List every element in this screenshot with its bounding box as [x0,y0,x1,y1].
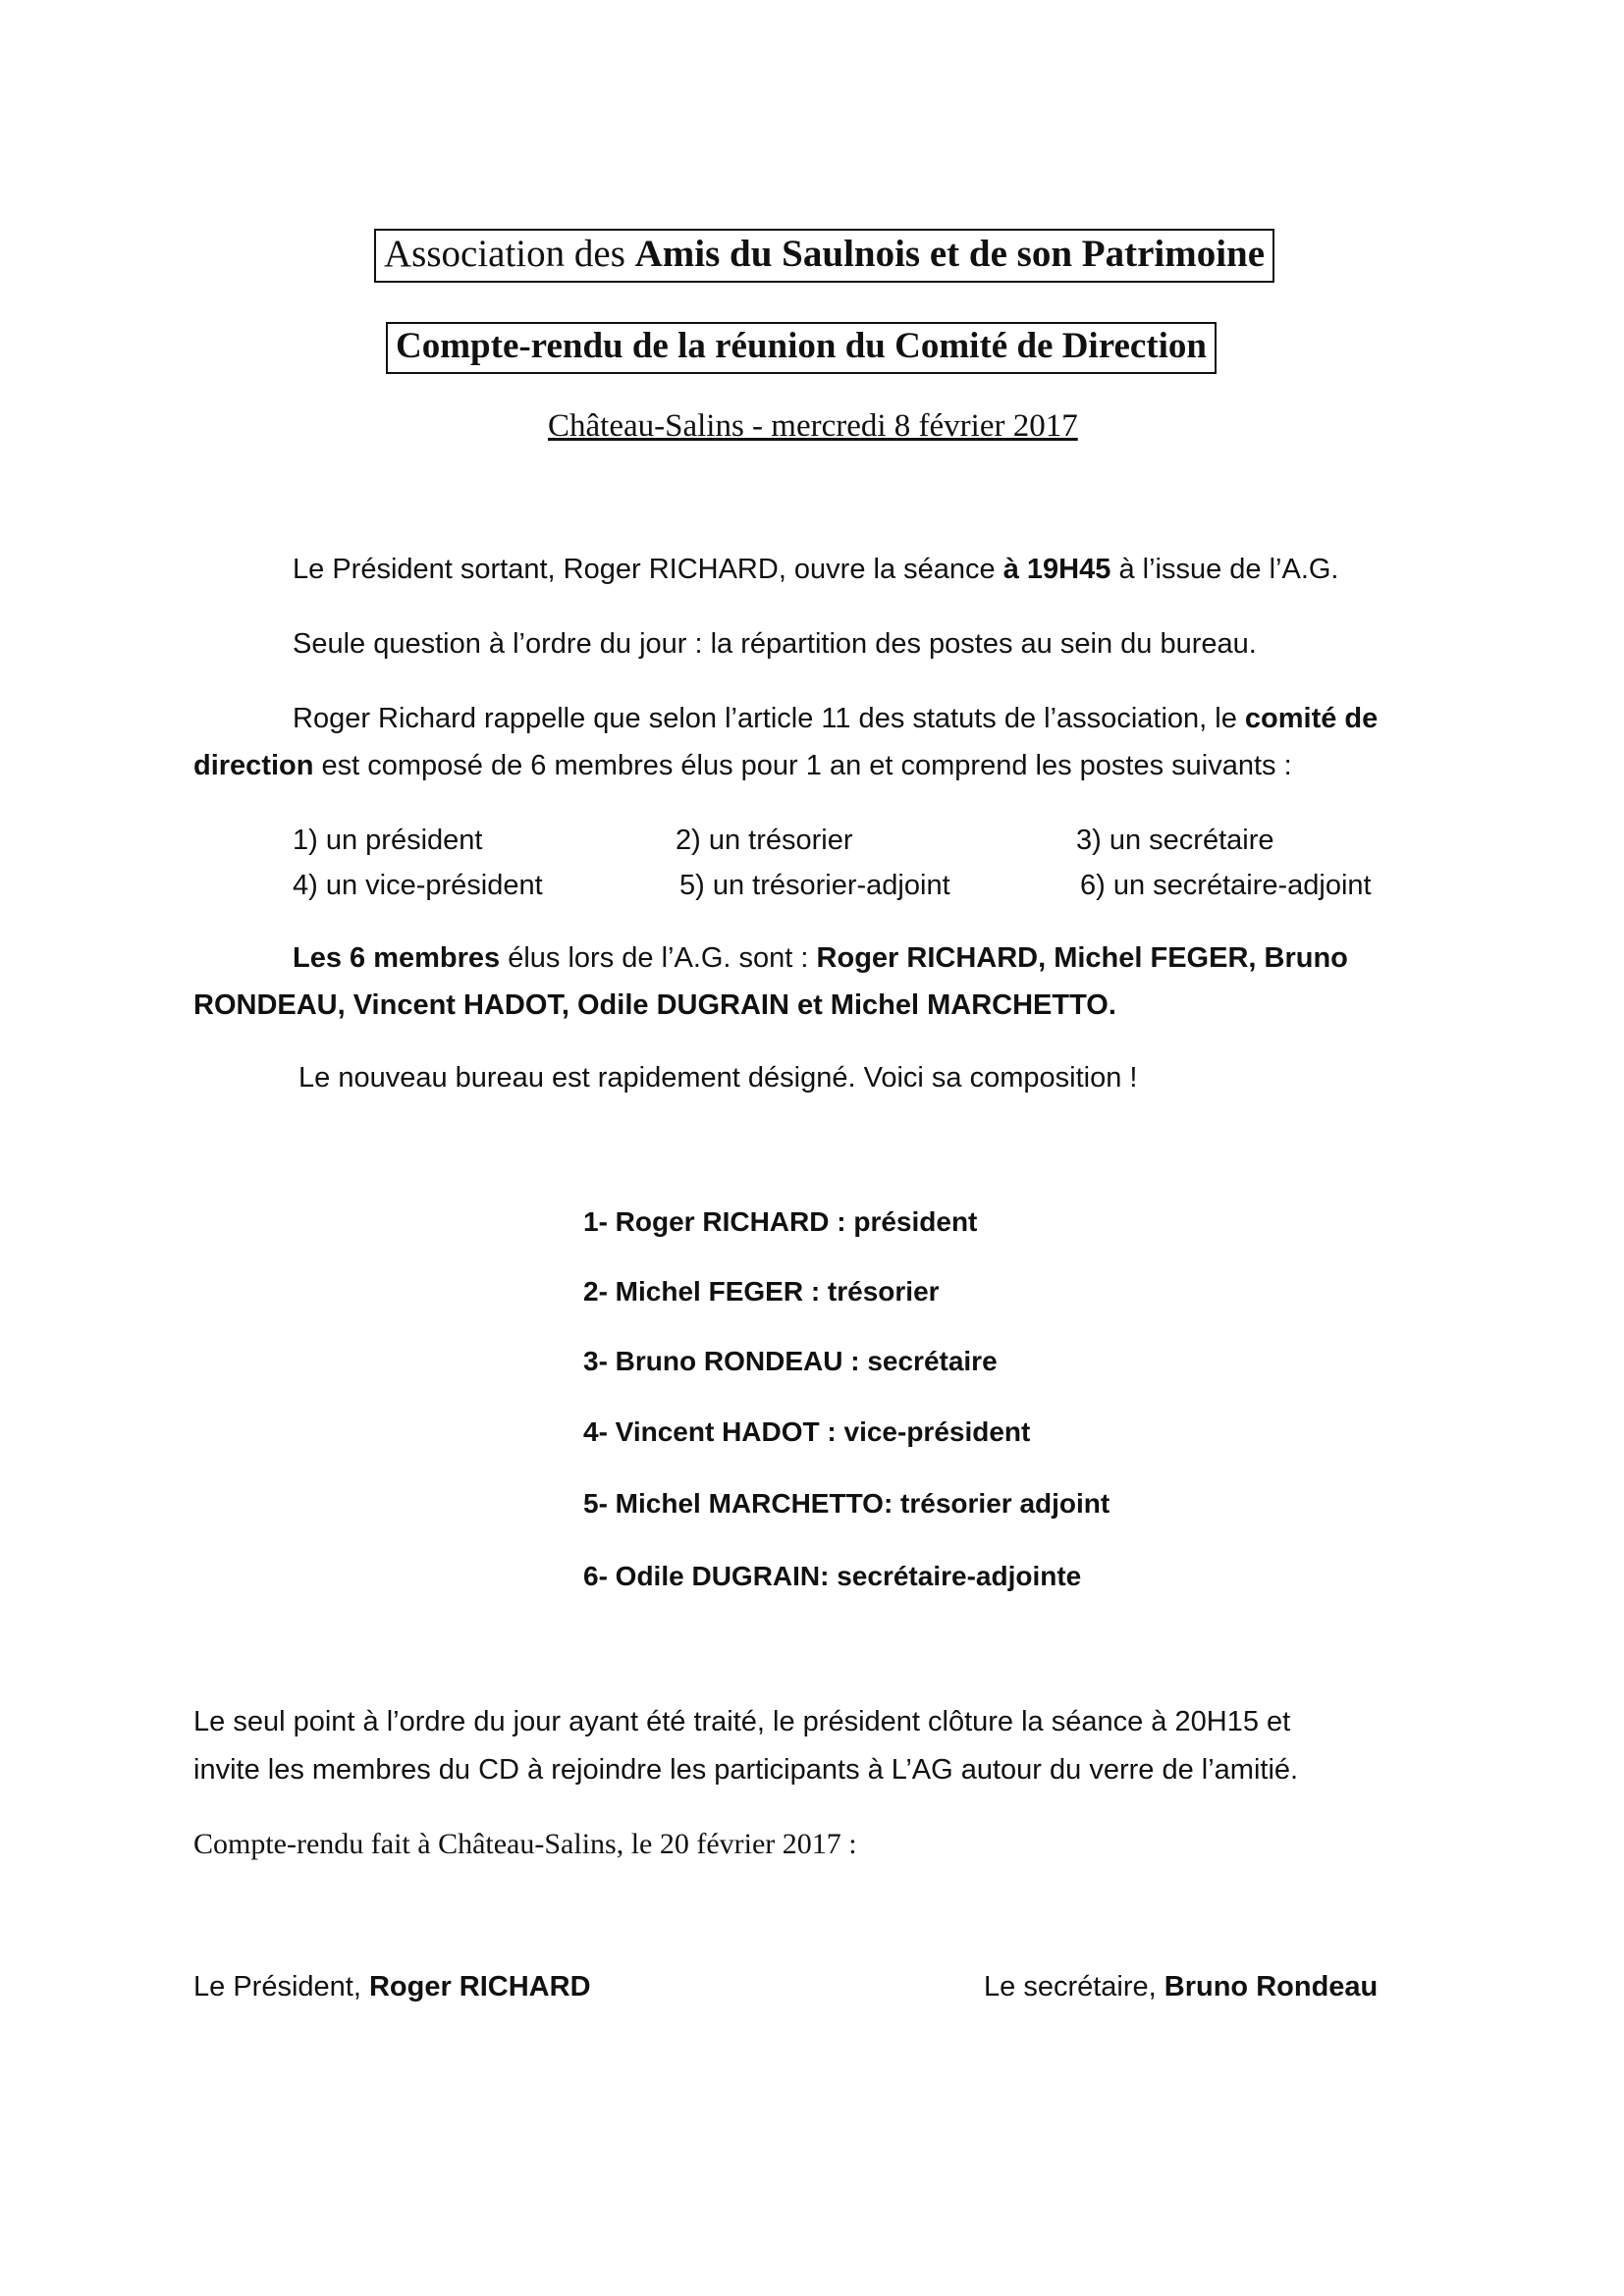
post-item: 5) un trésorier-adjoint [679,870,950,901]
article-bold-term: comité de [1244,703,1379,734]
association-title [374,229,1274,283]
association-prefix: Association des [384,233,635,275]
bureau-member: 3- Bruno RONDEAU : secrétaire [583,1346,998,1376]
article-text: Roger Richard rappelle que selon l’article 11 des statuts de l’association, le [293,703,1245,734]
opening-paragraph [293,556,1339,584]
article-paragraph-line-1 [293,705,1378,733]
opening-time: à 19H45 [1002,554,1111,585]
bureau-member: 5- Michel MARCHETTO: trésorier adjoint [583,1488,1110,1519]
secretary-label: Le secrétaire, [984,1971,1164,2002]
meeting-place-date: Château-Salins - mercredi 8 février 2017 [548,408,1078,444]
post-item: 2) un trésorier [676,825,853,856]
president-signature [193,1971,591,2003]
members-names-end: RONDEAU, Vincent HADOT, Odile DUGRAIN et Michel MARCHETTO. [193,989,1116,1021]
bureau-member: 6- Odile DUGRAIN: secrétaire-adjointe [583,1561,1082,1591]
closing-paragraph-line-2: invite les membres du CD à rejoindre les participants à L’AG autour du verre de l’amitié. [193,1754,1299,1786]
president-name: Roger RICHARD [368,1971,591,2002]
bureau-member: 2- Michel FEGER : trésorier [583,1276,940,1307]
bureau-member: 1- Roger RICHARD : président [583,1206,978,1237]
secretary-name: Bruno Rondeau [1164,1971,1379,2002]
report-title: Compte-rendu de la réunion du Comité de Direction [386,322,1217,374]
report-done-line: Compte-rendu fait à Château-Salins, le 20 février 2017 : [193,1828,857,1860]
members-paragraph-line-1 [293,944,1348,973]
article-paragraph-line-2 [193,752,1292,780]
opening-text: Le Président sortant, Roger RICHARD, ouvre la séance [293,554,1003,585]
agenda-question: Seule question à l’ordre du jour : la répartition des postes au sein du bureau. [293,628,1257,660]
association-name: Amis du Saulnois et de son Patrimoine [634,233,1266,275]
members-names: Roger RICHARD, Michel FEGER, Bruno [816,942,1348,974]
president-label: Le Président, [193,1971,369,2002]
members-paragraph-line-2 [193,991,1116,1020]
post-item: 4) un vice-président [293,870,543,901]
bureau-member: 4- Vincent HADOT : vice-président [583,1416,1031,1447]
post-item: 1) un président [293,825,483,856]
members-text: élus lors de l’A.G. sont : [500,942,817,974]
secretary-signature [984,1971,1378,2003]
post-item: 6) un secrétaire-adjoint [1080,870,1372,901]
members-count: Les 6 membres [293,942,501,974]
closing-paragraph-line-1: Le seul point à l’ordre du jour ayant été traité, le président clôture la séance à 20H15 et [193,1706,1291,1737]
bureau-intro: Le nouveau bureau est rapidement désigné. Voici sa composition ! [298,1062,1138,1094]
post-item: 3) un secrétaire [1076,825,1274,856]
opening-text-end: à l’issue de l’A.G. [1110,554,1339,585]
article-text-end: est composé de 6 membres élus pour 1 an et comprend les postes suivants : [313,750,1292,781]
article-bold-term-end: direction [193,750,314,781]
